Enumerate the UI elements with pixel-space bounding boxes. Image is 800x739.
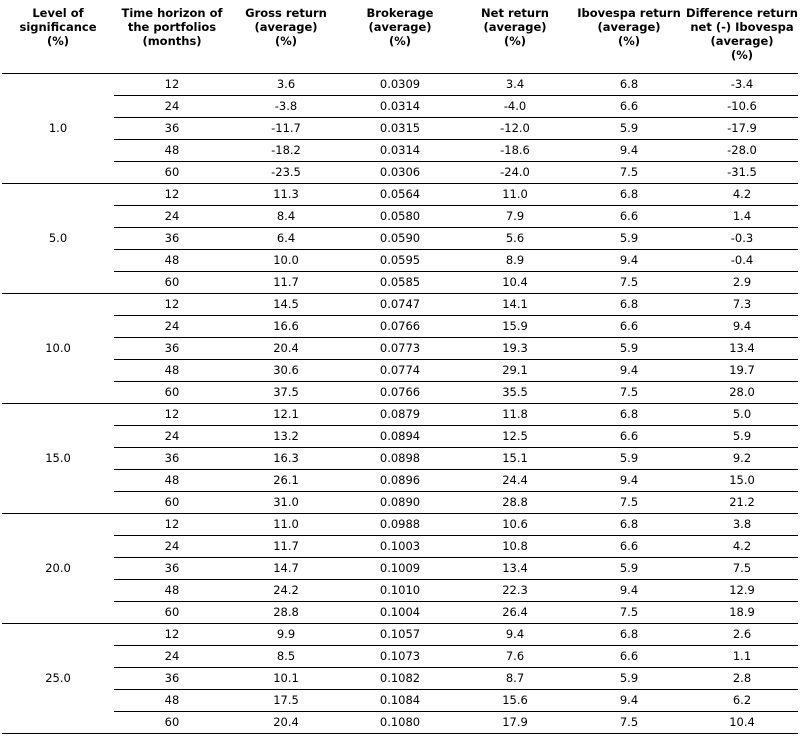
brokerage-cell: 0.1084 xyxy=(342,690,458,712)
table-row xyxy=(2,162,798,184)
table-row xyxy=(2,712,798,734)
time-horizon-cell: 48 xyxy=(114,250,230,272)
table-row xyxy=(2,338,798,360)
net-return-cell: 19.3 xyxy=(458,338,572,360)
gross-return-cell: 26.1 xyxy=(230,470,342,492)
difference-cell: 4.2 xyxy=(686,536,798,558)
net-return-cell: 17.9 xyxy=(458,712,572,734)
header-line: (%) xyxy=(274,34,298,48)
gross-return-cell: 11.7 xyxy=(230,272,342,294)
header-line: (average) xyxy=(710,34,774,48)
brokerage-cell: 0.0314 xyxy=(342,96,458,118)
ibovespa-return-cell: 9.4 xyxy=(572,690,686,712)
header-line: (%) xyxy=(503,34,527,48)
difference-cell: 2.8 xyxy=(686,668,798,690)
time-horizon-cell: 24 xyxy=(114,206,230,228)
gross-return-cell: 20.4 xyxy=(230,712,342,734)
ibovespa-return-cell: 6.8 xyxy=(572,184,686,206)
table-row xyxy=(2,360,798,382)
brokerage-cell: 0.0564 xyxy=(342,184,458,206)
net-return-cell: 10.8 xyxy=(458,536,572,558)
difference-cell: -0.4 xyxy=(686,250,798,272)
ibovespa-return-cell: 7.5 xyxy=(572,492,686,514)
net-return-cell: 8.9 xyxy=(458,250,572,272)
net-return-cell: 8.7 xyxy=(458,668,572,690)
time-horizon-cell: 24 xyxy=(114,96,230,118)
header-ibovespa-return xyxy=(572,0,686,74)
gross-return-cell: 16.3 xyxy=(230,448,342,470)
difference-cell: 9.4 xyxy=(686,316,798,338)
time-horizon-cell: 12 xyxy=(114,74,230,96)
gross-return-cell: 31.0 xyxy=(230,492,342,514)
ibovespa-return-cell: 6.6 xyxy=(572,536,686,558)
header-brokerage xyxy=(342,0,458,74)
gross-return-cell: 12.1 xyxy=(230,404,342,426)
ibovespa-return-cell: 6.8 xyxy=(572,624,686,646)
net-return-cell: 15.1 xyxy=(458,448,572,470)
net-return-cell: 24.4 xyxy=(458,470,572,492)
time-horizon-cell: 24 xyxy=(114,426,230,448)
difference-cell: 21.2 xyxy=(686,492,798,514)
header-line: Difference return xyxy=(686,6,798,20)
brokerage-cell: 0.0896 xyxy=(342,470,458,492)
significance-level-cell: 15.0 xyxy=(2,404,114,514)
brokerage-cell: 0.1073 xyxy=(342,646,458,668)
significance-level-cell: 20.0 xyxy=(2,514,114,624)
brokerage-cell: 0.0890 xyxy=(342,492,458,514)
table-row xyxy=(2,492,798,514)
brokerage-cell: 0.1082 xyxy=(342,668,458,690)
difference-cell: 6.2 xyxy=(686,690,798,712)
table-row xyxy=(2,624,798,646)
table-row xyxy=(2,74,798,96)
difference-cell: 18.9 xyxy=(686,602,798,624)
gross-return-cell: 3.6 xyxy=(230,74,342,96)
header-gross-return xyxy=(230,0,342,74)
time-horizon-cell: 60 xyxy=(114,272,230,294)
ibovespa-return-cell: 5.9 xyxy=(572,558,686,580)
ibovespa-return-cell: 6.6 xyxy=(572,206,686,228)
net-return-cell: 11.0 xyxy=(458,184,572,206)
header-time-horizon xyxy=(114,0,230,74)
time-horizon-cell: 12 xyxy=(114,404,230,426)
header-line: Brokerage xyxy=(366,6,434,20)
net-return-cell: 35.5 xyxy=(458,382,572,404)
brokerage-cell: 0.0773 xyxy=(342,338,458,360)
ibovespa-return-cell: 5.9 xyxy=(572,448,686,470)
header-line: net (-) Ibovespa xyxy=(690,20,794,34)
net-return-cell: 7.9 xyxy=(458,206,572,228)
table-row xyxy=(2,228,798,250)
table-row xyxy=(2,382,798,404)
net-return-cell: 26.4 xyxy=(458,602,572,624)
difference-cell: 2.9 xyxy=(686,272,798,294)
header-difference-return xyxy=(686,0,798,74)
difference-cell: 5.0 xyxy=(686,404,798,426)
gross-return-cell: 6.4 xyxy=(230,228,342,250)
ibovespa-return-cell: 6.6 xyxy=(572,316,686,338)
brokerage-cell: 0.0309 xyxy=(342,74,458,96)
difference-cell: 13.4 xyxy=(686,338,798,360)
time-horizon-cell: 60 xyxy=(114,602,230,624)
table-row xyxy=(2,250,798,272)
brokerage-cell: 0.0306 xyxy=(342,162,458,184)
time-horizon-cell: 60 xyxy=(114,162,230,184)
ibovespa-return-cell: 6.8 xyxy=(572,514,686,536)
header-line: (months) xyxy=(142,34,202,48)
header-line: (average) xyxy=(483,20,547,34)
header-line: the portfolios xyxy=(127,20,217,34)
table-row xyxy=(2,404,798,426)
difference-cell: 1.1 xyxy=(686,646,798,668)
time-horizon-cell: 48 xyxy=(114,580,230,602)
brokerage-cell: 0.0585 xyxy=(342,272,458,294)
gross-return-cell: 13.2 xyxy=(230,426,342,448)
time-horizon-cell: 12 xyxy=(114,514,230,536)
brokerage-cell: 0.0879 xyxy=(342,404,458,426)
ibovespa-return-cell: 5.9 xyxy=(572,118,686,140)
gross-return-cell: 14.5 xyxy=(230,294,342,316)
difference-cell: 4.2 xyxy=(686,184,798,206)
gross-return-cell: 8.4 xyxy=(230,206,342,228)
gross-return-cell: 28.8 xyxy=(230,602,342,624)
significance-level-cell: 25.0 xyxy=(2,624,114,734)
table-body xyxy=(2,74,798,734)
difference-cell: 2.6 xyxy=(686,624,798,646)
gross-return-cell: -23.5 xyxy=(230,162,342,184)
difference-cell: 10.4 xyxy=(686,712,798,734)
brokerage-cell: 0.1004 xyxy=(342,602,458,624)
net-return-cell: -4.0 xyxy=(458,96,572,118)
table-row xyxy=(2,690,798,712)
table-row xyxy=(2,140,798,162)
table-row xyxy=(2,470,798,492)
difference-cell: 9.2 xyxy=(686,448,798,470)
time-horizon-cell: 36 xyxy=(114,338,230,360)
time-horizon-cell: 36 xyxy=(114,448,230,470)
table-row xyxy=(2,668,798,690)
table-row xyxy=(2,426,798,448)
time-horizon-cell: 36 xyxy=(114,558,230,580)
gross-return-cell: -3.8 xyxy=(230,96,342,118)
ibovespa-return-cell: 5.9 xyxy=(572,228,686,250)
table-row xyxy=(2,184,798,206)
gross-return-cell: 14.7 xyxy=(230,558,342,580)
ibovespa-return-cell: 6.6 xyxy=(572,646,686,668)
header-line: Gross return xyxy=(245,6,327,20)
ibovespa-return-cell: 9.4 xyxy=(572,140,686,162)
time-horizon-cell: 48 xyxy=(114,470,230,492)
net-return-cell: 28.8 xyxy=(458,492,572,514)
difference-cell: -31.5 xyxy=(686,162,798,184)
header-line: (%) xyxy=(617,34,641,48)
time-horizon-cell: 36 xyxy=(114,668,230,690)
header-line: (%) xyxy=(730,48,754,62)
ibovespa-return-cell: 5.9 xyxy=(572,668,686,690)
difference-cell: -28.0 xyxy=(686,140,798,162)
ibovespa-return-cell: 7.5 xyxy=(572,162,686,184)
gross-return-cell: 24.2 xyxy=(230,580,342,602)
time-horizon-cell: 12 xyxy=(114,624,230,646)
time-horizon-cell: 48 xyxy=(114,690,230,712)
net-return-cell: 13.4 xyxy=(458,558,572,580)
difference-cell: 7.5 xyxy=(686,558,798,580)
table-row xyxy=(2,448,798,470)
header-line: Net return xyxy=(481,6,549,20)
gross-return-cell: 11.0 xyxy=(230,514,342,536)
table-row xyxy=(2,580,798,602)
header-line: (%) xyxy=(388,34,412,48)
net-return-cell: 10.6 xyxy=(458,514,572,536)
difference-cell: -10.6 xyxy=(686,96,798,118)
brokerage-cell: 0.1009 xyxy=(342,558,458,580)
net-return-cell: 14.1 xyxy=(458,294,572,316)
significance-level-cell: 10.0 xyxy=(2,294,114,404)
brokerage-cell: 0.0590 xyxy=(342,228,458,250)
time-horizon-cell: 36 xyxy=(114,228,230,250)
header-line: (average) xyxy=(368,20,432,34)
ibovespa-return-cell: 7.5 xyxy=(572,712,686,734)
table-row xyxy=(2,646,798,668)
brokerage-cell: 0.0766 xyxy=(342,316,458,338)
header-line: Ibovespa return xyxy=(577,6,681,20)
gross-return-cell: 11.7 xyxy=(230,536,342,558)
gross-return-cell: 10.1 xyxy=(230,668,342,690)
difference-cell: 5.9 xyxy=(686,426,798,448)
results-table xyxy=(2,0,798,734)
net-return-cell: 11.8 xyxy=(458,404,572,426)
net-return-cell: 15.9 xyxy=(458,316,572,338)
header-line: (average) xyxy=(254,20,318,34)
header-line: (average) xyxy=(597,20,661,34)
net-return-cell: -24.0 xyxy=(458,162,572,184)
header-net-return xyxy=(458,0,572,74)
time-horizon-cell: 12 xyxy=(114,184,230,206)
gross-return-cell: -18.2 xyxy=(230,140,342,162)
difference-cell: 3.8 xyxy=(686,514,798,536)
gross-return-cell: 11.3 xyxy=(230,184,342,206)
gross-return-cell: 10.0 xyxy=(230,250,342,272)
difference-cell: -17.9 xyxy=(686,118,798,140)
difference-cell: 28.0 xyxy=(686,382,798,404)
table-row xyxy=(2,536,798,558)
ibovespa-return-cell: 6.8 xyxy=(572,404,686,426)
brokerage-cell: 0.0580 xyxy=(342,206,458,228)
ibovespa-return-cell: 7.5 xyxy=(572,272,686,294)
net-return-cell: 7.6 xyxy=(458,646,572,668)
brokerage-cell: 0.0747 xyxy=(342,294,458,316)
gross-return-cell: 20.4 xyxy=(230,338,342,360)
net-return-cell: 15.6 xyxy=(458,690,572,712)
time-horizon-cell: 48 xyxy=(114,360,230,382)
table-row xyxy=(2,294,798,316)
net-return-cell: -18.6 xyxy=(458,140,572,162)
net-return-cell: -12.0 xyxy=(458,118,572,140)
brokerage-cell: 0.0774 xyxy=(342,360,458,382)
header-level xyxy=(2,0,114,74)
time-horizon-cell: 60 xyxy=(114,712,230,734)
ibovespa-return-cell: 5.9 xyxy=(572,338,686,360)
header-line: Level of xyxy=(32,6,84,20)
table-row xyxy=(2,514,798,536)
ibovespa-return-cell: 7.5 xyxy=(572,602,686,624)
difference-cell: 12.9 xyxy=(686,580,798,602)
brokerage-cell: 0.0314 xyxy=(342,140,458,162)
brokerage-cell: 0.1080 xyxy=(342,712,458,734)
time-horizon-cell: 12 xyxy=(114,294,230,316)
brokerage-cell: 0.0595 xyxy=(342,250,458,272)
difference-cell: 1.4 xyxy=(686,206,798,228)
net-return-cell: 10.4 xyxy=(458,272,572,294)
table-row xyxy=(2,316,798,338)
brokerage-cell: 0.1003 xyxy=(342,536,458,558)
ibovespa-return-cell: 6.6 xyxy=(572,426,686,448)
table-row xyxy=(2,558,798,580)
net-return-cell: 29.1 xyxy=(458,360,572,382)
time-horizon-cell: 60 xyxy=(114,382,230,404)
net-return-cell: 9.4 xyxy=(458,624,572,646)
header-line: Time horizon of xyxy=(121,6,223,20)
ibovespa-return-cell: 9.4 xyxy=(572,470,686,492)
time-horizon-cell: 48 xyxy=(114,140,230,162)
brokerage-cell: 0.0898 xyxy=(342,448,458,470)
table-row xyxy=(2,118,798,140)
brokerage-cell: 0.0894 xyxy=(342,426,458,448)
gross-return-cell: 17.5 xyxy=(230,690,342,712)
ibovespa-return-cell: 6.8 xyxy=(572,294,686,316)
net-return-cell: 22.3 xyxy=(458,580,572,602)
ibovespa-return-cell: 7.5 xyxy=(572,382,686,404)
ibovespa-return-cell: 9.4 xyxy=(572,250,686,272)
net-return-cell: 12.5 xyxy=(458,426,572,448)
gross-return-cell: -11.7 xyxy=(230,118,342,140)
brokerage-cell: 0.0766 xyxy=(342,382,458,404)
ibovespa-return-cell: 6.6 xyxy=(572,96,686,118)
table-row xyxy=(2,96,798,118)
ibovespa-return-cell: 9.4 xyxy=(572,360,686,382)
difference-cell: 19.7 xyxy=(686,360,798,382)
header-line: (%) xyxy=(46,34,70,48)
difference-cell: 7.3 xyxy=(686,294,798,316)
gross-return-cell: 8.5 xyxy=(230,646,342,668)
ibovespa-return-cell: 6.8 xyxy=(572,74,686,96)
difference-cell: 15.0 xyxy=(686,470,798,492)
brokerage-cell: 0.1010 xyxy=(342,580,458,602)
table-row xyxy=(2,272,798,294)
difference-cell: -0.3 xyxy=(686,228,798,250)
header-line: significance xyxy=(19,20,97,34)
time-horizon-cell: 24 xyxy=(114,536,230,558)
table-row xyxy=(2,602,798,624)
brokerage-cell: 0.1057 xyxy=(342,624,458,646)
ibovespa-return-cell: 9.4 xyxy=(572,580,686,602)
time-horizon-cell: 60 xyxy=(114,492,230,514)
net-return-cell: 5.6 xyxy=(458,228,572,250)
time-horizon-cell: 36 xyxy=(114,118,230,140)
gross-return-cell: 16.6 xyxy=(230,316,342,338)
gross-return-cell: 30.6 xyxy=(230,360,342,382)
time-horizon-cell: 24 xyxy=(114,316,230,338)
brokerage-cell: 0.0315 xyxy=(342,118,458,140)
brokerage-cell: 0.0988 xyxy=(342,514,458,536)
table-row xyxy=(2,206,798,228)
time-horizon-cell: 24 xyxy=(114,646,230,668)
significance-level-cell: 1.0 xyxy=(2,74,114,184)
difference-cell: -3.4 xyxy=(686,74,798,96)
significance-level-cell: 5.0 xyxy=(2,184,114,294)
gross-return-cell: 9.9 xyxy=(230,624,342,646)
net-return-cell: 3.4 xyxy=(458,74,572,96)
header-row xyxy=(2,0,798,74)
gross-return-cell: 37.5 xyxy=(230,382,342,404)
